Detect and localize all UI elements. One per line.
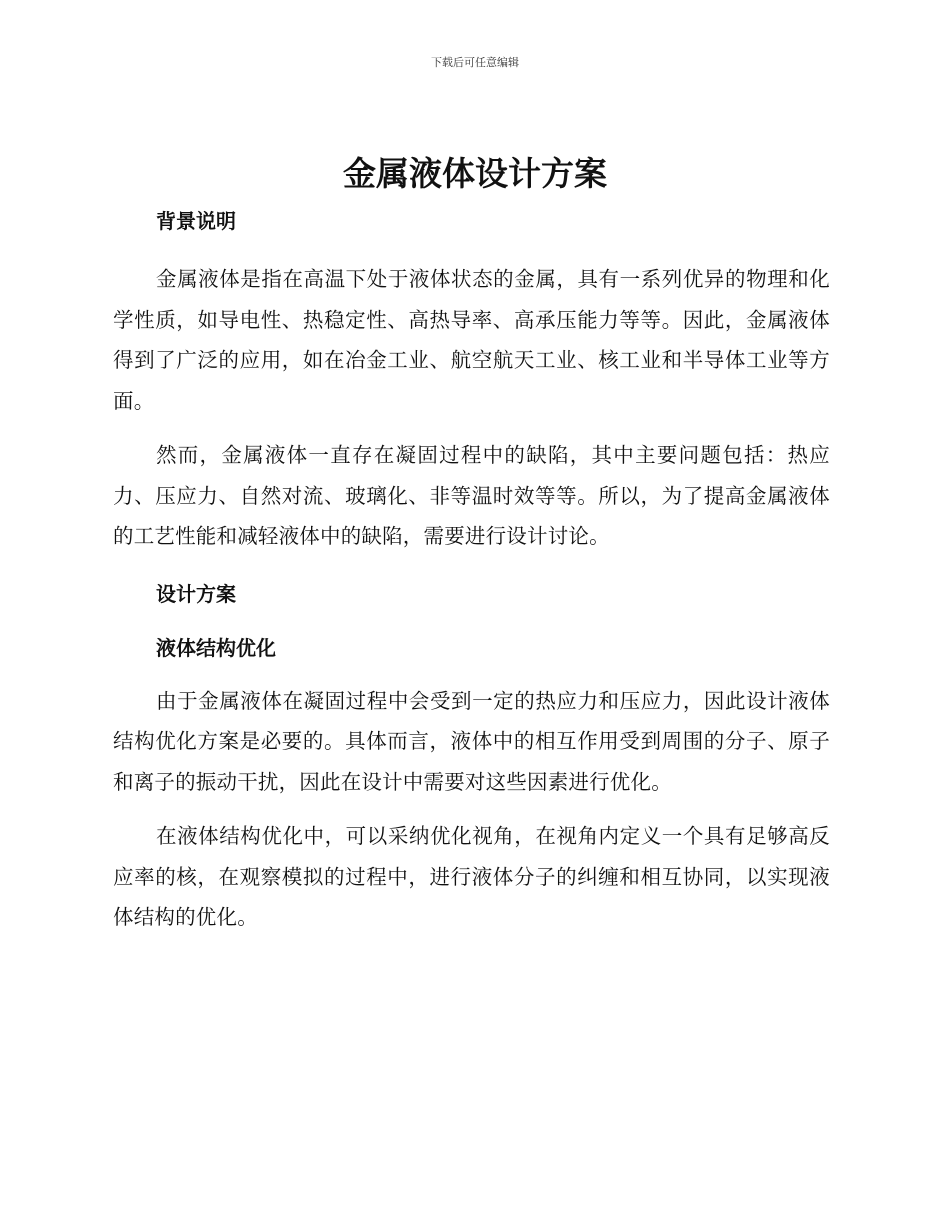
document-body <box>113 200 830 938</box>
paragraph-structure-1: 由于金属液体在凝固过程中会受到一定的热应力和压应力，因此设计液体结构优化方案是必要的。具体而言，液体中的相互作用受到周围的分子、原子和离子的振动干扰，因此在设计中需要对这些因素进行优化。 <box>113 688 830 794</box>
document-title: 金属液体设计方案 <box>343 154 607 193</box>
page-header-note: 下载后可任意编辑 <box>431 56 519 69</box>
paragraph-structure-2: 在液体结构优化中，可以采纳优化视角，在视角内定义一个具有足够高反应率的核，在观察模拟的过程中，进行液体分子的纠缠和相互协同，以实现液体结构的优化。 <box>113 824 830 929</box>
section-heading-design: 设计方案 <box>156 581 236 606</box>
section-heading-background: 背景说明 <box>156 209 236 233</box>
paragraph-background-1: 金属液体是指在高温下处于液体状态的金属，具有一系列优异的物理和化学性质，如导电性、热稳定性、高热导率、高承压能力等等。因此，金属液体得到了广泛的应用，如在冶金工业、航空航天工业、核工业和半导体工业等方面。 <box>113 267 830 413</box>
subsection-heading-structure: 液体结构优化 <box>156 635 276 660</box>
paragraph-background-2: 然而，金属液体一直存在凝固过程中的缺陷，其中主要问题包括：热应力、压应力、自然对流、玻璃化、非等温时效等等。所以，为了提高金属液体的工艺性能和减轻液体中的缺陷，需要进行设计讨论。 <box>113 443 830 548</box>
